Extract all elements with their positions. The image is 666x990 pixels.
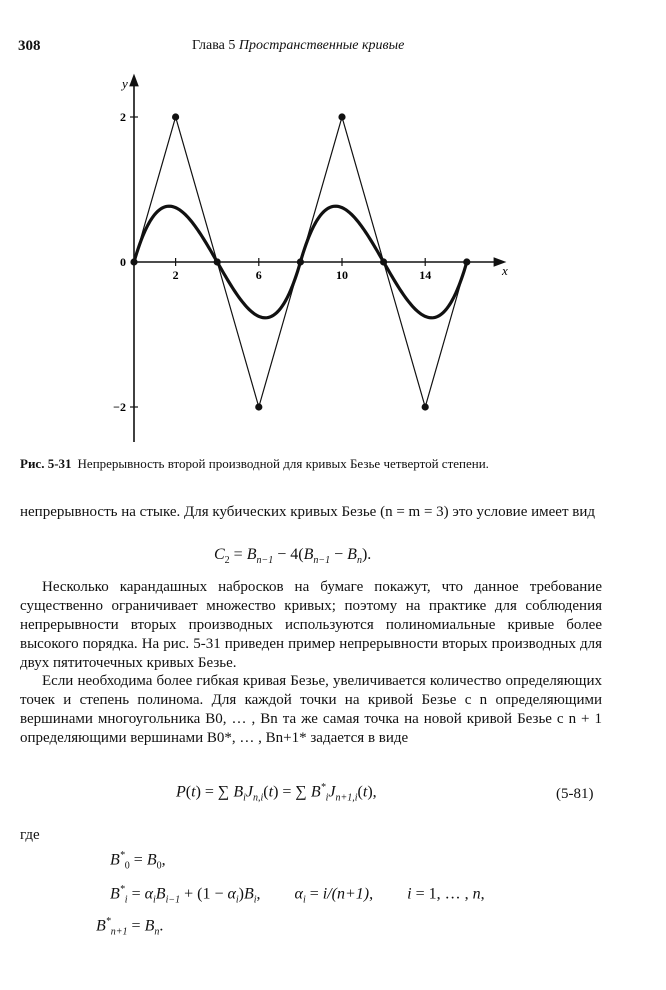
y-tick-label: 2: [120, 110, 126, 124]
x-tick-label: 6: [255, 268, 262, 282]
figure-chart: [0, 0, 666, 450]
chapter-title: Пространственные кривые: [238, 38, 405, 53]
control-point: [463, 258, 470, 265]
x-axis-label: x: [502, 263, 508, 278]
control-point: [338, 113, 345, 120]
control-point: [422, 403, 429, 410]
control-point: [172, 113, 179, 120]
paragraph-3: Если необходима более гибкая кривая Безье, увеличивается количество определяющих точек и степень полинома. Для каждой точки на кривой Безье с n определяющими вершинами многоугольника B0, … , Bn та же самая точка на новой кривой Безье с n + 1 определяющими вершинами B0*, … , Bn+1* задается в виде: [20, 673, 602, 746]
equation-b0star: $B^*_0 = B_0$,: [110, 850, 166, 872]
control-point: [297, 258, 304, 265]
page-number: 308: [18, 38, 41, 54]
equation-bn1star: $B^*_{n+1} = B_n$.: [96, 916, 164, 938]
caption-label: Рис. 5-31: [20, 456, 72, 471]
x-tick-label: 10: [336, 268, 348, 282]
equation-5-81: P(t) = ∑ $B_iJ_{n,i}(t)$ = ∑ $B^*_iJ_{n+1,i}(t)$,: [176, 782, 377, 804]
y-tick-label: 0: [120, 255, 126, 269]
control-point: [214, 258, 221, 265]
paragraph-1: непрерывность на стыке. Для кубических кривых Безье (n = m = 3) это условие имеет вид: [20, 504, 596, 520]
equation-number: (5-81): [556, 786, 594, 802]
equation-bistar: $B^*_i = \alpha_iB_{i-1} + (1 - \alpha_i)B_i$, $\alpha_i = i/(n+1)$, i = 1, … , n,: [110, 884, 485, 906]
x-tick-label: 14: [419, 268, 432, 282]
control-point: [130, 258, 137, 265]
caption-text: Непрерывность второй производной для кривых Безье четвертой степени.: [77, 456, 489, 471]
equation-c2: $C_2 = B_{n-1} - 4(B_{n-1} - B_n)$.: [214, 546, 372, 567]
control-point: [380, 258, 387, 265]
chapter-prefix: Глава 5: [192, 38, 236, 53]
y-tick-label: −2: [113, 400, 126, 414]
where-label: где: [20, 827, 40, 843]
paragraph-2: Несколько карандашных набросков на бумаге покажут, что данное требование существенно ограничивает множество кривых; поэтому на практике для соблюдения непрерывности вторых производных используются полиномиальные кривые более высокого порядка. На рис. 5-31 приведен пример непрерывности вторых производных для двух пятиточечных кривых Безье.: [20, 579, 602, 671]
y-axis-label: y: [122, 76, 128, 91]
control-point: [255, 403, 262, 410]
figure-caption: [20, 455, 650, 473]
x-tick-label: 2: [172, 268, 179, 282]
